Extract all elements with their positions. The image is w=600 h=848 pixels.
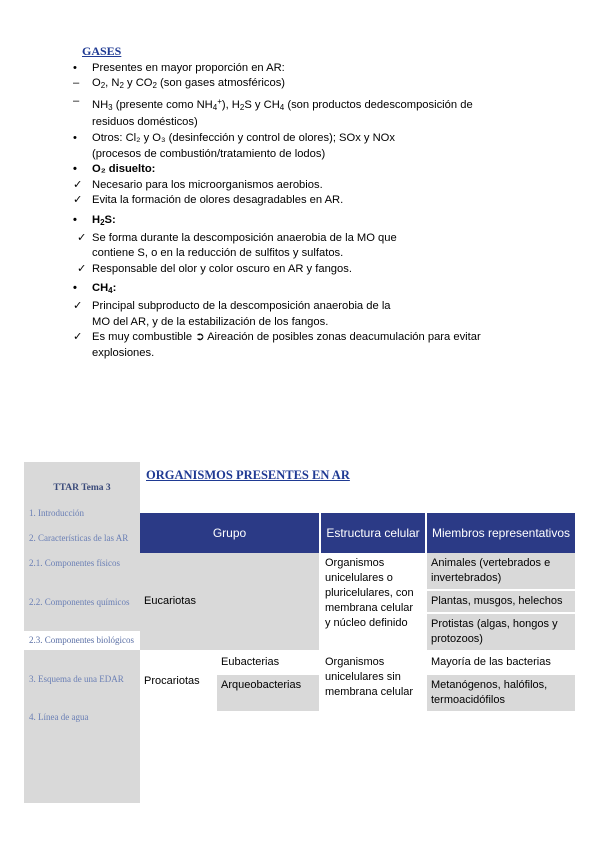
list-item: • Presentes en mayor proporción en AR: [70, 61, 540, 77]
list-item: • Otros: Cl₂ y O₃ (desinfección y control de olores); SOx y NOx [70, 131, 540, 147]
organisms-title: ORGANISMOS PRESENTES EN AR [146, 468, 350, 482]
check-icon: ✓ [77, 231, 87, 244]
check-icon: ✓ [73, 194, 83, 207]
list-item: – $NH_3$ (presente como $NH_4^+$), $H_2S$ y $CH_4$ (son productos dedescomposición de [73, 94, 473, 112]
header-grupo: Grupo [140, 513, 320, 553]
check-icon: ✓ [73, 178, 83, 191]
table-row [140, 553, 575, 590]
sidebar-item-componentes-fisicos[interactable]: 2.1. Componentes físicos [29, 558, 120, 568]
sidebar-item-linea-agua[interactable]: 4. Línea de agua [29, 712, 89, 722]
sidebar-item-componentes-biologicos[interactable]: 2.3. Componentes biológicos [24, 631, 140, 650]
cell-arqueobacterias: Arqueobacterias [216, 674, 320, 712]
cell-procariotas: Procariotas [140, 651, 216, 712]
header-estructura: Estructura celular [320, 513, 426, 553]
cell-pro-structure: Organismos unicelulares sin membrana celular [320, 651, 426, 712]
table-header-row [140, 513, 575, 553]
sidebar-item-introduccion[interactable]: 1. Introducción [29, 508, 84, 518]
sidebar-item-esquema-edar[interactable]: 3. Esquema de una EDAR [29, 674, 124, 684]
check-icon: ✓ [77, 262, 87, 275]
table-row [140, 651, 575, 674]
list-item-cont: contiene S, o en la reducción de sulfitos y sulfatos. [92, 247, 344, 260]
list-item-cont: explosiones. [92, 346, 155, 359]
list-item: ✓ Principal subproducto de la descomposición anaerobia de la [70, 299, 540, 315]
cell-euk-member: Animales (vertebrados e invertebrados) [426, 553, 575, 590]
ch4-heading: • $CH_4$: [73, 282, 117, 296]
list-item-cont: residuos domésticos) [92, 116, 198, 129]
list-item: ✓ Se forma durante la descomposición anaerobia de la MO que [70, 231, 540, 247]
cell-arq-members: Metanógenos, halófilos, termoacidófilos [426, 674, 575, 712]
bullet: • [73, 61, 77, 74]
check-icon: ✓ [73, 299, 83, 312]
list-item: ✓ Responsable del olor y color oscuro en AR y fangos. [70, 262, 540, 278]
cell-euk-member: Protistas (algas, hongos y protozoos) [426, 613, 575, 651]
dash: – [73, 94, 80, 107]
sidebar-item-caracteristicas[interactable]: 2. Características de las AR [29, 533, 129, 543]
cell-eucariotas: Eucariotas [140, 553, 320, 651]
organisms-table [140, 513, 575, 713]
h2s-heading: • $H_2S$: [73, 213, 116, 227]
header-miembros: Miembros representativos [426, 513, 575, 553]
gases-section [70, 44, 540, 361]
gases-title: GASES [82, 44, 122, 58]
check-icon: ✓ [73, 331, 83, 344]
cell-euk-structure: Organismos unicelulares o pluricelulares, con membrana celular y núcleo definido [320, 553, 426, 651]
list-item-cont: MO del AR, y de la estabilización de los fangos. [92, 315, 329, 328]
sidebar [24, 462, 140, 803]
cell-eub-members: Mayoría de las bacterias [426, 651, 575, 674]
list-item: ✓ Es muy combustible ➲ Aireación de posibles zonas deacumulación para evitar [70, 330, 540, 346]
dash: – [73, 77, 80, 90]
cell-euk-member: Plantas, musgos, helechos [426, 590, 575, 613]
list-item-cont: (procesos de combustión/tratamiento de lodos) [92, 147, 326, 160]
list-item: – $O_2$, $N_2$ y $CO_2$ (son gases atmosféricos) [73, 77, 286, 91]
list-item: ✓ Necesario para los microorganismos aerobios. [70, 178, 540, 194]
o2-heading: • O₂ disuelto: [73, 163, 156, 176]
sidebar-item-componentes-quimicos[interactable]: 2.2. Componentes químicos [29, 597, 130, 607]
cell-eubacterias: Eubacterias [216, 651, 320, 674]
list-item: ✓ Evita la formación de olores desagradables en AR. [70, 193, 540, 209]
sidebar-title: TTAR Tema 3 [53, 483, 111, 493]
bullet: • [73, 131, 77, 144]
